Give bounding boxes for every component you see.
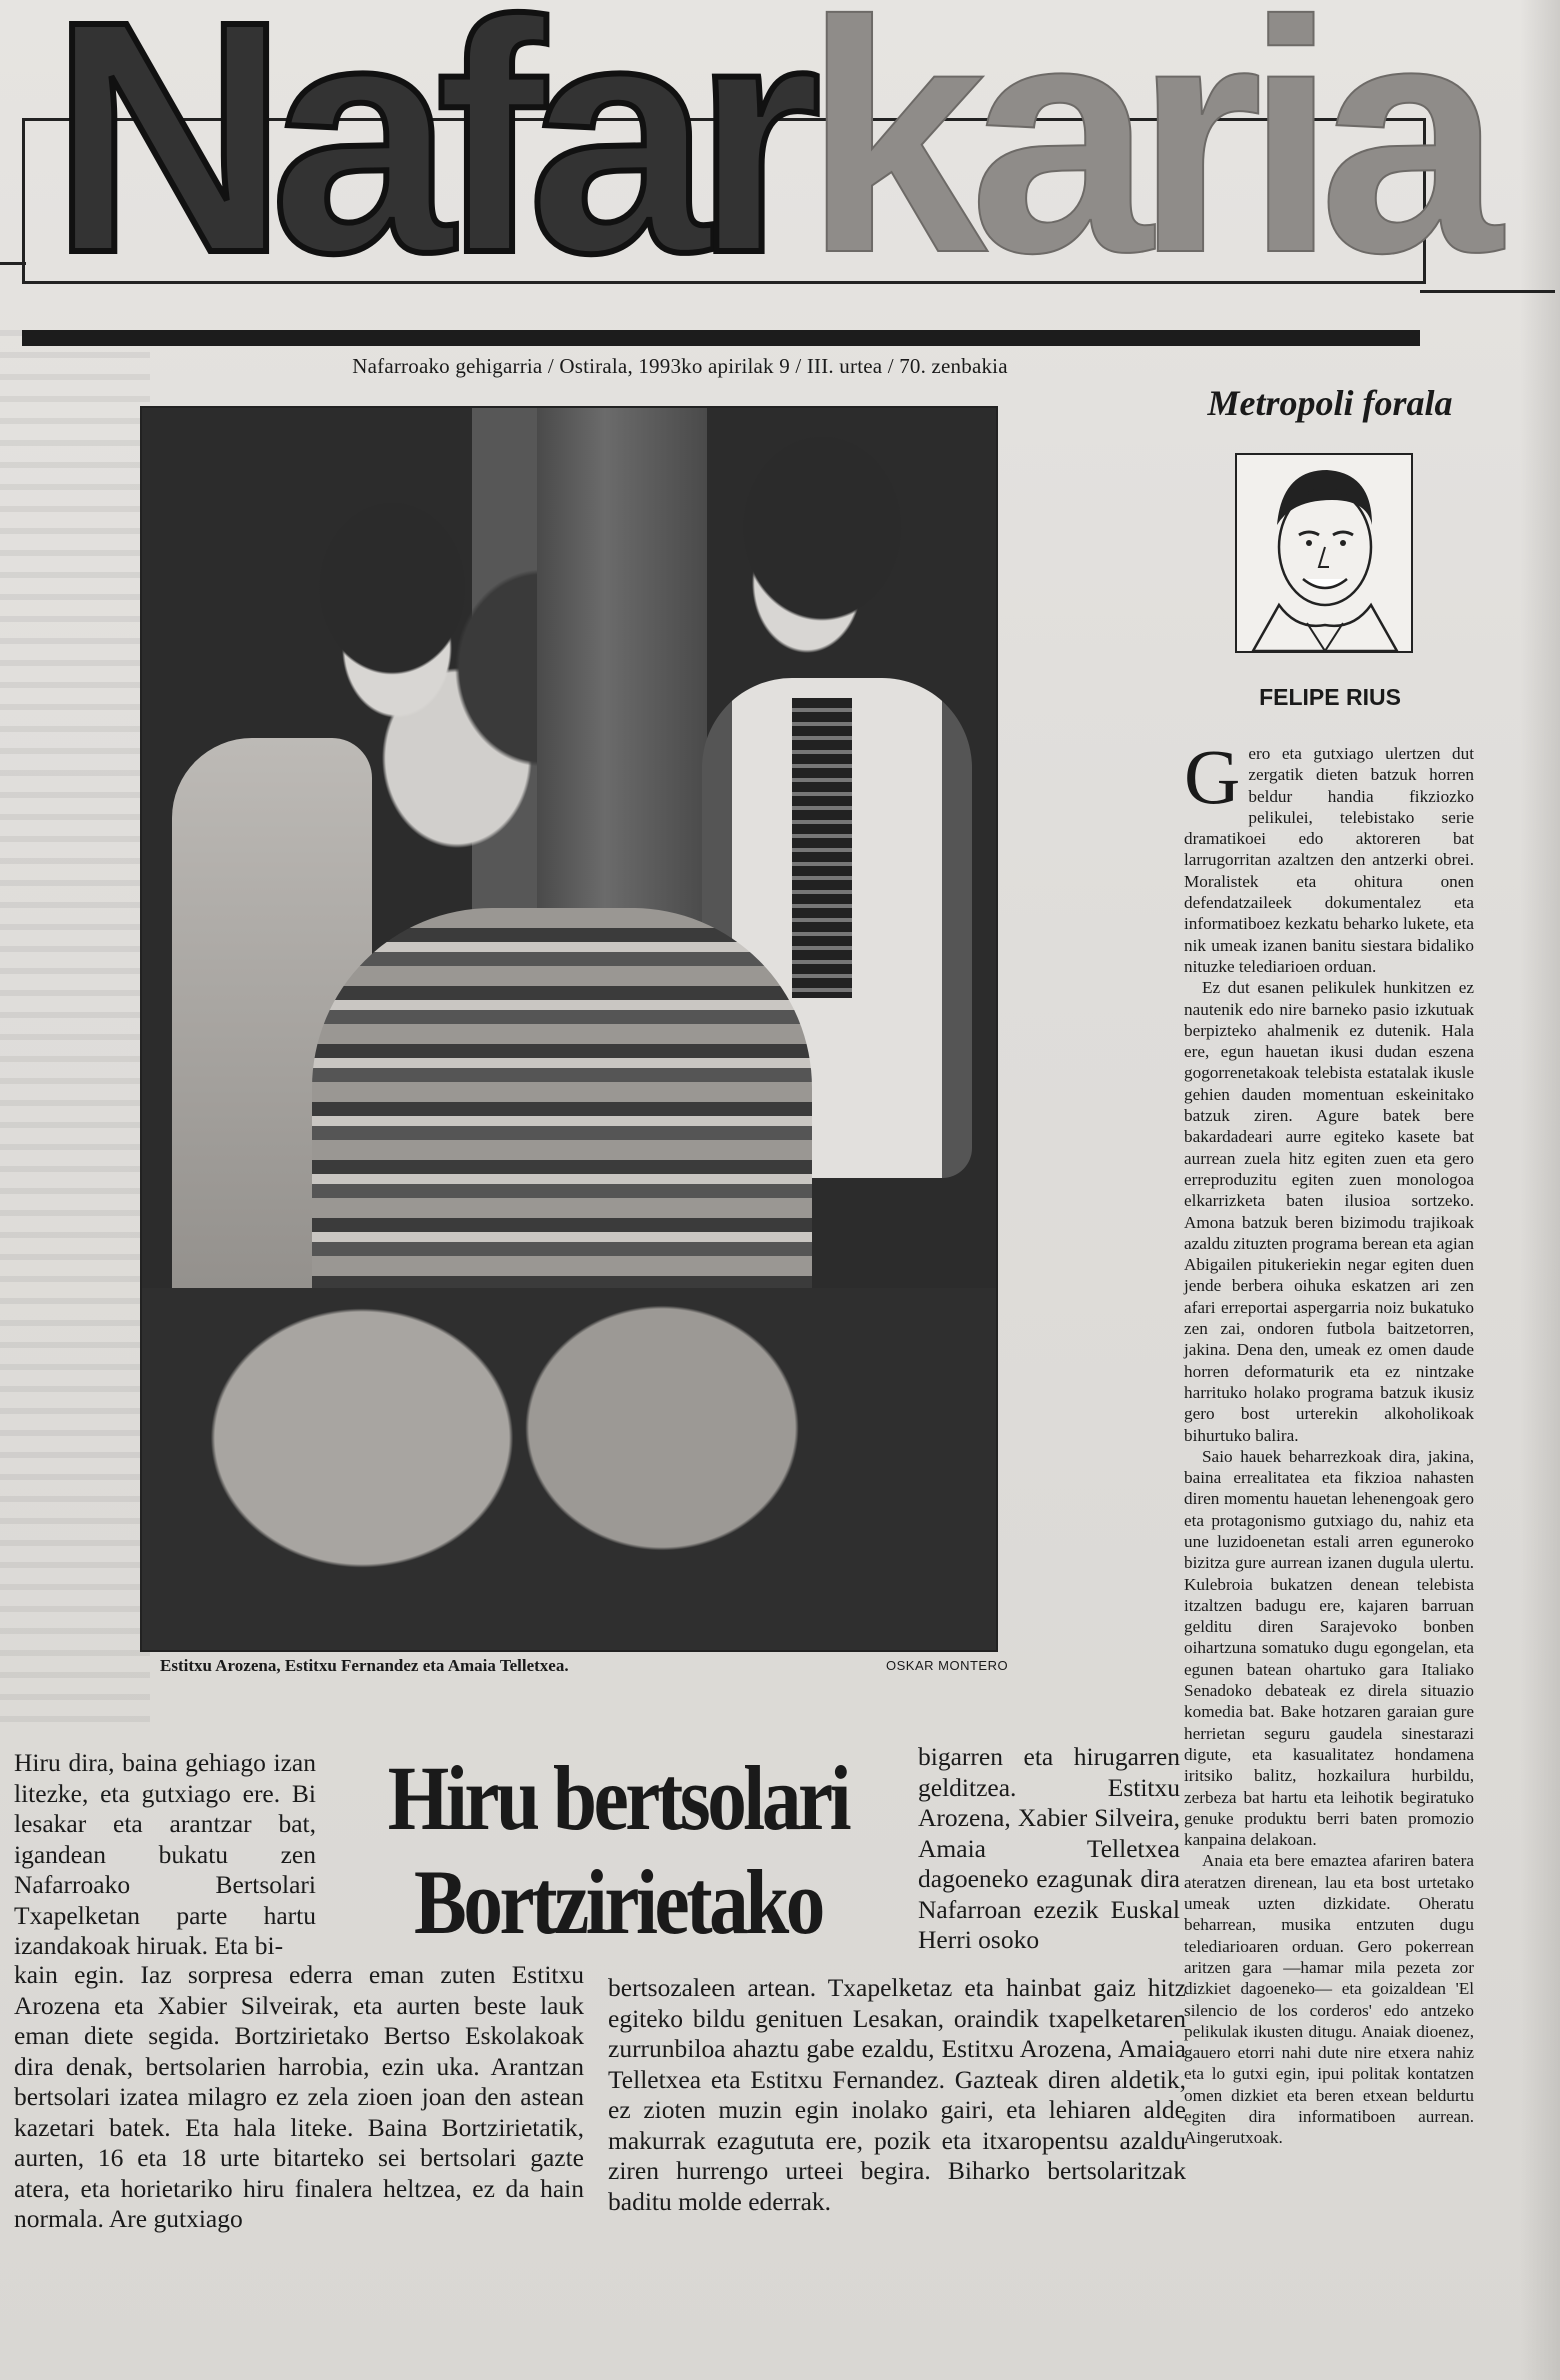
dateline: Nafarroako gehigarria / Ostirala, 1993ko apirilak 9 / III. urtea / 70. zenbakia [352,354,1008,378]
column-paragraph-text: ero eta gutxiago ulertzen dut zergatik dieten batzuk horren beldur handia fikziozko pelikulei, telebistako serie dramatikoei edo aktoreren bat larrugorritan azaltzen den antzerki obrei. Moralistek eta ohitura onen defendatzaileek dokumentalez eta informatiboez kezkatu beharko lukete, eta nik umeak izanen banitu siestara bidaliko nituzke telediarioen orduan. [1184,744,1474,976]
author-portrait [1235,453,1413,653]
masthead-rule-left [0,262,26,265]
photo-vest [792,698,852,998]
article-headline: Hiru bertsolari Bortzirietako [387,1747,849,1953]
column-paragraph: Ez dut esanen pelikulek hunkitzen ez nautenik edo nire barneko pasio izkutuak berpizteko ahalmenik ez dutenik. Hala ere, egun hauetan ikusi dudan eszena gogorrenetakoak telebista estatalak ikusle gehien dauden momentuan eskeinitako batzuk ziren. Agure batek bere bakardadeari aurre egiteko kasete bat aurrean zuela hitz egiten zuen eta gero erreproduzitu egiten zuen monologoa elkarrizketa baten ilusioa sortzeko. Amona batzuk beren bizimodu trajikoak azaldu zituzten programa berean eta agian Abigailen pitukeriekin negar egiten duen jende berbera oihuka eskatzen ari zen afari erreportai aspergarria noiz bukatuko zen zai, ondoren futbola baitzetorren, jakina. Dena den, umeak ez omen daude horren deformaturik eta ez nintzake harrituko holako programa batzuk ikusiz gero bost urterekin alkoholikoak bihurtuko balira. [1184,978,1474,1445]
masthead [0,0,1560,345]
bleed-through-texture [0,330,150,1730]
column-paragraph [1184,733,1474,977]
photo-foreground [142,1288,996,1650]
portrait-drawing-icon [1237,455,1411,651]
column-paragraph: Saio hauek beharrezkoak dira, jakina, baina errealitatea eta fikzioa nahasten diren momentu hauetan lehenengoak gero eta protagonismo gutxiago du, nahiz eta une luzidoenetan estali arren eguneroko bizitza gure aurrean izanen dugula ulertu. Kulebroia bukatzen denean telebista itzaltzen badugu ere, kajaren barruan gelditu diren Sarajevoko bonben oihartzuna somatuko dugu egongelan, eta egunen batean ohartuko gara Italiako Senadoko debateak ez direla situazio komedia bat. Bake hotzaren garaian gure herrietan seguru gaudela sinestarazi digute, eta kasualitatez hondamena iritsiko balitz, hozkailura hurbildu, zerbeza bat hartu eta leihotik begiratuko genuke produktu berri baten promozio kanpaina delakoan. [1184,1446,1474,1850]
column-author: FELIPE RIUS [1259,684,1401,710]
column-paragraph: Anaia eta bere emaztea afariren batera ateratzen direnean, lau eta bost urtetako umeak uzten dizkidate. Oheratu beharrean, musika entzuten dugu telediarioaren orduan. Gero pokerrean aritzen gara —hamar mila pezeta zor dizkiet dagoeneko— eta goizaldean 'El silencio de los corderos' edo antzeko pelikulak ikusten ditugu. Anaiak dioenez, gauero etorri nahi dute nire etxera nahiz eta lo gutxi egin, ipui politak kontatzen omen dizkiet eta beren etxean beldurtu egiten dira informatiboen aurrean. Aingerutxoak. [1184,1851,1474,2148]
article-photo [140,406,998,1652]
column-body [1184,733,1474,2149]
column-title: Metropoli forala [1207,383,1453,423]
article-column-wide-left: kain egin. Iaz sorpresa ederra eman zuten Estitxu Arozena eta Xabier Silveirak, eta aurten beste lauk eman diete segida. Bortzirietako Bertso Eskolakoak dira denak, bertsolarien harrobia, ezin uka. Arantzan bertsolari izatea milagro ez zela zioen joan den astean kazetari batek. Eta hala liteke. Baina Bortzirietatik, aurten, 16 eta 18 urte bitarteko sei bertsolari gazte atera, eta horietariko hiru finalera heltzea, ez da hain normala. Are gutxiago [14,1960,584,2233]
masthead-bar [22,330,1420,346]
logo-part-nafar: Nafar [50,0,804,321]
article-column-right-top: bigarren eta hirugarren gelditzea. Estitxu Arozena, Xabier Silveira, Amaia Telletxea dagoeneko ezagunak dira Nafarroan ezezik Euskal Herri osoko [918,1742,1180,1954]
photo-credit: OSKAR MONTERO [886,1658,1009,1673]
newspaper-logo [50,0,1485,321]
article-column-wide-right: bertsozaleen artean. Txapelketaz eta hainbat gaiz hitz egiteko bildu genituen Lesakan, oraindik txapelketaren zurrunbiloa ahaztu gabe ezaldu, Estitxu Arozena, Amaia Telletxea eta Estitxu Fernandez. Gazteak diren aldetik, ez zioten muzin egin inolako gairi, eta lehiaren alde makurrak ezagututa ere, pozik eta itxaropentsu azaldu ziren hurrengo urteei begira. Biharko bertsolaritzak baditu molde ederrak. [608,1973,1186,2216]
drop-cap: G [1184,733,1241,820]
logo-part-karia: karia [803,0,1485,321]
photo-caption: Estitxu Arozena, Estitxu Fernandez eta Amaia Telletxea. [160,1656,569,1675]
photo-figure-center [312,908,812,1328]
article-column-left: Hiru dira, baina gehiago izan litezke, eta gutxiago ere. Bi lesakar eta arantzar bat, igandean bukatu zen Nafarroako Bertsolari Txapelketan parte hartu izandakoak hiruak. Eta bi- [14,1748,316,1960]
